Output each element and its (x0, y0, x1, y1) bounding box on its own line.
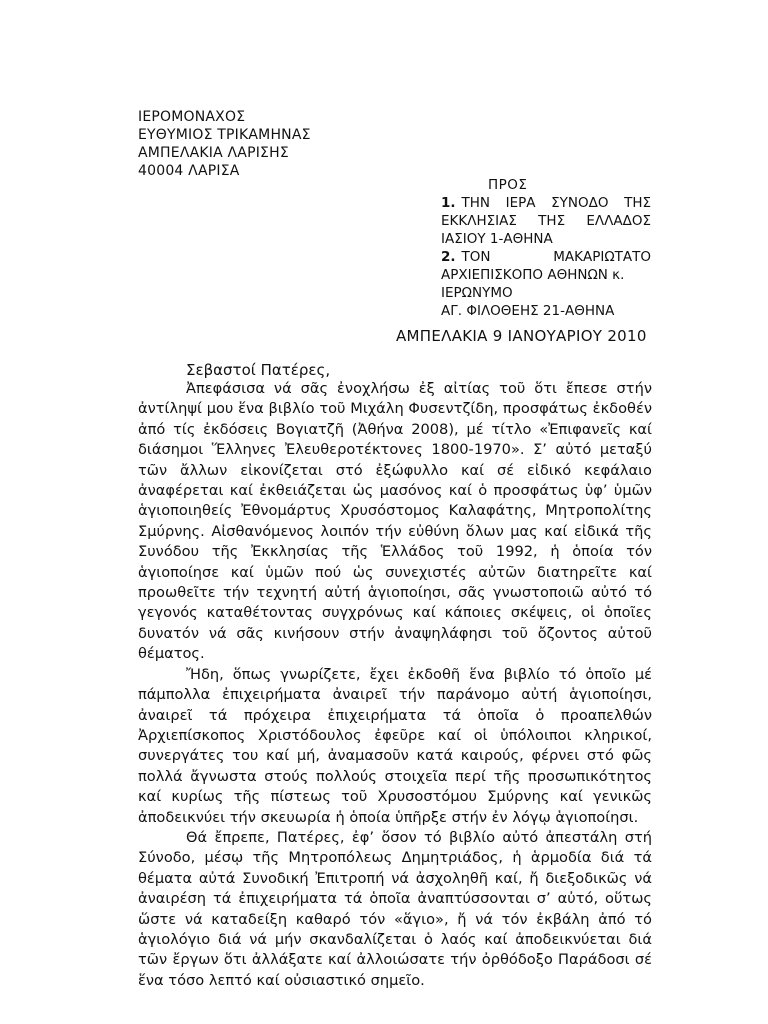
sender-postcode-city: 40004 ΛΑΡΙΣΑ (138, 163, 240, 179)
recipient-1-name: ΤΗΝ ΙΕΡΑ ΣΥΝΟΔΟ ΤΗΣ (461, 195, 651, 211)
place-and-date: ΑΜΠΕΛΑΚΙΑ 9 ΙΑΝΟΥΑΡΙΟΥ 2010 (396, 327, 647, 345)
sender-title: ΙΕΡΟΜΟΝΑΧΟΣ (138, 109, 246, 125)
body-paragraph-1: Ἀπεφάσισα νά σᾶς ἐνοχλήσω ἐξ αἰτίας τοῦ ὅτι ἔπεσε στήν ἀντίληψί μου ἕνα βιβλίο τοῦ Μιχάλη Φυσεντζίδη, προσφάτως ἐκδοθέν ἀπό τίς ἐκδόσεις Βογιατζῆ (Ἀθήνα 2008), μέ τίτλο «Ἐπιφανεῖς καί διάσημοι Ἕλληνες Ἐλευθεροτέκτονες 1800-1970». Σ’ αὐτό μεταξύ τῶν ἄλλων εἰκονίζεται στό ἐξώφυλλο καί σέ εἰδικό κεφάλαιο ἀναφέρεται καί ἐκθειάζεται ὡς μασόνος καί ὁ προσφάτως ὑφ’ ὑμῶν ἁγιοποιηθείς Ἐθνομάρτυς Χρυσόστομος Καλαφάτης, Μητροπολίτης Σμύρνης. Αἰσθανόμενος λοιπόν τήν εὐθύνη ὅλων μας καί εἰδικά τῆς Συνόδου τῆς Ἐκκλησίας τῆς Ἑλλάδος τοῦ 1992, ἡ ὁποία τόν ἁγιοποίησε καί ὑμῶν πού ὡς συνεχιστές αὐτῶν διατηρεῖτε καί προωθεῖτε τήν τεχνητή αὐτή ἁγιοποίησι, σᾶς γνωστοποιῶ αὐτό τό γεγονός καταθέτοντας συγχρόνως καί κάποιες σκέψεις, οἱ ὁποῖες δυνατόν νά σᾶς κινήσουν στήν ἀναψηλάφησι τοῦ ὄζοντος αὐτοῦ θέματος. (138, 380, 652, 663)
recipient-1-number: 1. (441, 195, 456, 211)
body-paragraph-3: Θά ἔπρεπε, Πατέρες, ἐφ’ ὅσον τό βιβλίο αὐτό ἀπεστάλη στή Σύνοδο, μέσῳ τῆς Μητροπόλεως Δημητριάδος, ἡ ἁρμοδία διά τά θέματα αὐτά Συνοδική Ἐπιτροπή νά ἀσχοληθῆ καί, ἤ διεξοδικῶς νά ἀναιρέση τά ἐπιχειρήματα τά ὁποῖα ἀναπτύσσονται σ’ αὐτό, οὕτως ὥστε νά καταδείξη καθαρό τόν «ἅγιο», ἤ νά τόν ἐκβάλη ἀπό τό ἁγιολόγιο διά νά μήν σκανδαλίζεται ὁ λαός καί ἀποδεικνύεται διά τῶν ἔργων ὅτι ἀλλάξατε καί ἀλλοιώσατε τήν ὀρθόδοξο Παράδοσι σέ ἕνα τόσο λεπτό καί οὐσιαστικό σημεῖο. (138, 828, 652, 989)
recipient-1-line-2: ΕΚΚΛΗΣΙΑΣ ΤΗΣ ΕΛΛΑΔΟΣ (441, 213, 651, 229)
recipient-1-address: ΙΑΣΙΟΥ 1-ΑΘΗΝΑ (441, 231, 553, 247)
body-paragraph-2: Ἤδη, ὅπως γνωρίζετε, ἔχει ἐκδοθῆ ἕνα βιβλίο τό ὁποῖο μέ πάμπολλα ἐπιχειρήματα ἀναιρεῖ τήν παράνομο αὐτή ἁγιοποίησι, ἀναιρεῖ τά πρόχειρα ἐπιχειρήματα τά ὁποῖα ὁ προαπελθών Ἀρχιεπίσκοπος Χριστόδουλος ἐφεῦρε καί οἱ ὑπόλοιποι κληρικοί, συνεργάτες του καί μή, ἀναμασοῦν κατά καιρούς, φέρνει στό φῶς πολλά ἄγνωστα στούς πολλούς στοιχεῖα περί τῆς προσωπικότητος καί κυρίως τῆς πίστεως τοῦ Χρυσοστόμου Σμύρνης καί γενικῶς ἀποδεικνύει τήν σκευωρία ἡ ὁποία ὑπῆρξε στήν ἐν λόγῳ ἁγιοποίησι. (138, 665, 652, 826)
recipient-2-address: ΑΓ. ΦΙΛΟΘΕΗΣ 21-ΑΘΗΝΑ (441, 303, 615, 319)
recipient-2-number: 2. (441, 249, 456, 265)
recipient-2-name: ΤΟΝ ΜΑΚΑΡΙΩΤΑΤΟ (461, 249, 651, 265)
sender-address-block (138, 108, 311, 180)
recipient-heading: ΠΡΟΣ (488, 177, 528, 193)
salutation: Σεβαστοί Πατέρες, (186, 361, 331, 379)
recipient-address-block (441, 176, 651, 320)
recipient-2-line-1 (441, 248, 651, 266)
recipient-1-line-1 (441, 194, 651, 212)
recipient-2-line-2: ΑΡΧΙΕΠΙΣΚΟΠΟ ΑΘΗΝΩΝ κ. (441, 267, 625, 283)
letter-body (138, 379, 652, 991)
sender-locality: ΑΜΠΕΛΑΚΙΑ ΛΑΡΙΣΗΣ (138, 145, 289, 161)
recipient-2-line-3: ΙΕΡΩΝΥΜΟ (441, 285, 513, 301)
sender-name: ΕΥΘΥΜΙΟΣ ΤΡΙΚΑΜΗΝΑΣ (138, 127, 311, 143)
